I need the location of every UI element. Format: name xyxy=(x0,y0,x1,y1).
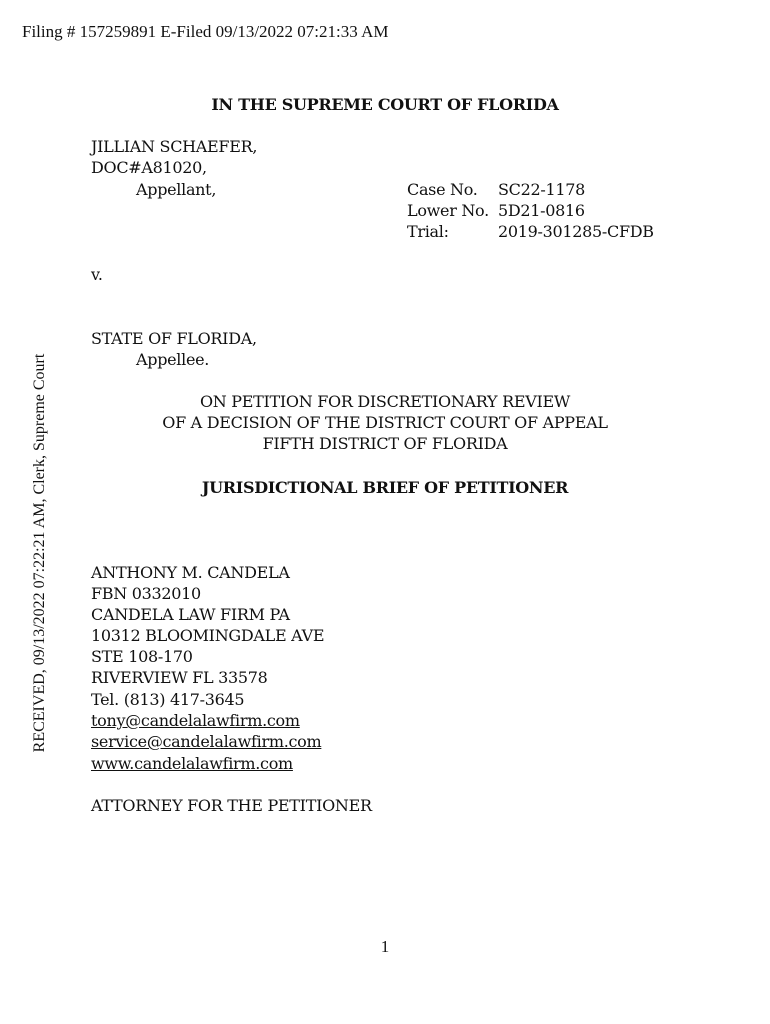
versus-text: v. xyxy=(91,265,103,284)
appellant-role: Appellant, xyxy=(136,180,217,199)
filing-stamp: Filing # 157259891 E-Filed 09/13/2022 07:21:33 AM xyxy=(22,22,389,41)
petition-line-3: FIFTH DISTRICT OF FLORIDA xyxy=(262,434,508,453)
lower-no-label: Lower No. xyxy=(407,201,489,220)
appellant-name: JILLIAN SCHAEFER, xyxy=(91,137,258,156)
case-no-value: SC22-1178 xyxy=(498,180,585,199)
attorney-address-line-2: STE 108-170 xyxy=(91,647,193,666)
attorney-website-link[interactable]: www.candelalawfirm.com xyxy=(91,754,293,773)
petition-line-1: ON PETITION FOR DISCRETIONARY REVIEW xyxy=(199,392,571,411)
attorney-address-line-1: 10312 BLOOMINGDALE AVE xyxy=(91,626,325,645)
attorney-name: ANTHONY M. CANDELA xyxy=(91,563,290,582)
attorney-firm: CANDELA LAW FIRM PA xyxy=(91,605,290,624)
appellant-doc-number: DOC#A81020, xyxy=(91,158,207,177)
appellee-name: STATE OF FLORIDA, xyxy=(91,329,257,348)
attorney-city: RIVERVIEW FL 33578 xyxy=(91,668,268,687)
lower-no-value: 5D21-0816 xyxy=(498,201,585,220)
trial-value: 2019-301285-CFDB xyxy=(498,222,654,241)
page-number: 1 xyxy=(380,937,390,956)
attorney-role: ATTORNEY FOR THE PETITIONER xyxy=(91,796,372,815)
petition-line-2: OF A DECISION OF THE DISTRICT COURT OF APPEAL xyxy=(162,413,608,432)
trial-label: Trial: xyxy=(407,222,449,241)
case-no-label: Case No. xyxy=(407,180,478,199)
court-title: IN THE SUPREME COURT OF FLORIDA xyxy=(211,95,559,114)
attorney-email-link-2[interactable]: service@candelalawfirm.com xyxy=(91,732,322,751)
attorney-email-link-1[interactable]: tony@candelalawfirm.com xyxy=(91,711,300,730)
attorney-phone: Tel. (813) 417-3645 xyxy=(91,690,245,709)
appellee-role: Appellee. xyxy=(136,350,210,369)
received-stamp: RECEIVED, 09/13/2022 07:22:21 AM, Clerk, Supreme Court xyxy=(31,353,48,753)
brief-title: JURISDICTIONAL BRIEF OF PETITIONER xyxy=(201,478,569,497)
attorney-fbn: FBN 0332010 xyxy=(91,584,201,603)
